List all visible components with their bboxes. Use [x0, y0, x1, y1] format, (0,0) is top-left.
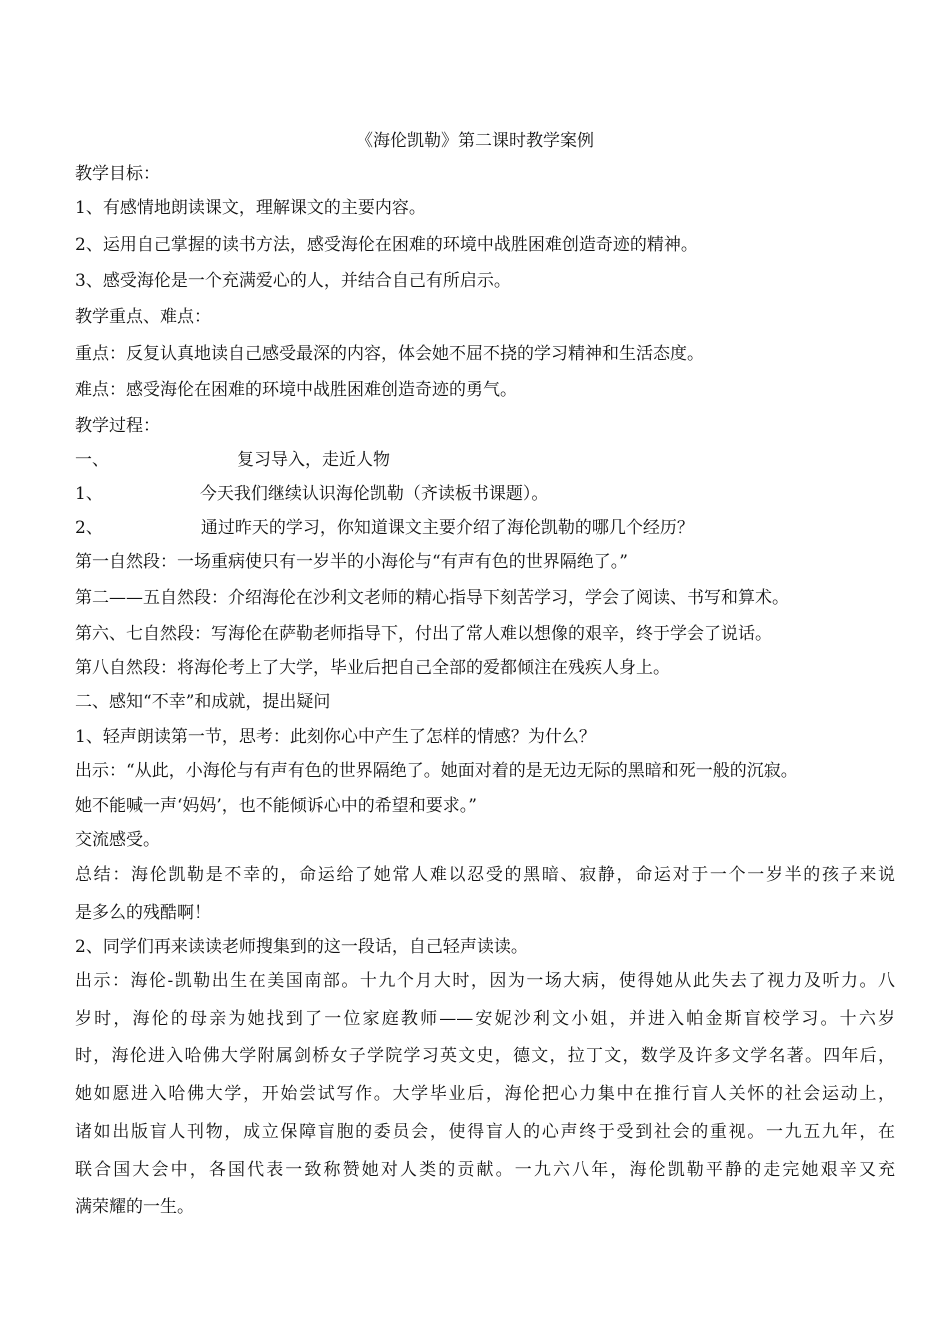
- document-title: 《海伦凯勒》第二课时教学案例: [356, 131, 594, 151]
- difficult-point: 难点：感受海伦在困难的环境中战胜困难创造奇迹的勇气。: [75, 380, 517, 400]
- paragraph-summary-2: 第二——五自然段：介绍海伦在沙利文老师的精心指导下刻苦学习，学会了阅读、书写和算术。: [75, 588, 789, 608]
- bio-line-2: 岁时，海伦的母亲为她找到了一位家庭教师——安妮沙利文小姐，并进入帕金斯盲校学习。十六岁: [75, 1009, 895, 1029]
- section-2-item-2: 2、同学们再来读读老师搜集到的这一段话，自己轻声读读。: [75, 937, 528, 957]
- bio-line-1: 出示：海伦-凯勒出生在美国南部。十九个月大时，因为一场大病，使得她从此失去了视力及听力。八: [75, 971, 895, 991]
- item-1-text: 今天我们继续认识海伦凯勒（齐读板书课题）。: [199, 484, 549, 504]
- bio-line-3: 时，海伦进入哈佛大学附属剑桥女子学院学习英文史，德文，拉丁文，数学及许多文学名著。四年后，: [75, 1046, 895, 1066]
- quote-line-2: 她不能喊一声‘妈妈’，也不能倾诉心中的希望和要求。”: [75, 796, 477, 816]
- summary-line-2: 是多么的残酷啊！: [75, 903, 211, 923]
- step-1-number: 一、: [75, 450, 109, 470]
- summary-line-1: 总结：海伦凯勒是不幸的，命运给了她常人难以忍受的黑暗、寂静，命运对于一个一岁半的孩子来说: [75, 865, 895, 885]
- item-2: [75, 517, 895, 539]
- step-1-text: 复习导入，走近人物: [237, 450, 390, 470]
- bio-line-4: 她如愿进入哈佛大学，开始尝试写作。大学毕业后，海伦把心力集中在推行盲人关怀的社会运动上，: [75, 1084, 895, 1104]
- paragraph-summary-3: 第六、七自然段：写海伦在萨勒老师指导下，付出了常人难以想像的艰辛，终于学会了说话。: [75, 624, 772, 644]
- bio-line-6: 联合国大会中，各国代表一致称赞她对人类的贡献。一九六八年，海伦凯勒平静的走完她艰辛又充: [75, 1160, 895, 1180]
- item-1-number: 1、: [75, 484, 103, 504]
- objective-3: 3、感受海伦是一个充满爱心的人，并结合自己有所启示。: [75, 271, 511, 291]
- bio-line-7: 满荣耀的一生。: [75, 1197, 194, 1217]
- quote-line-1: 出示：“从此，小海伦与有声有色的世界隔绝了。她面对着的是无边无际的黑暗和死一般的沉寂。: [75, 761, 798, 781]
- key-point: 重点：反复认真地读自己感受最深的内容，体会她不屈不挠的学习精神和生活态度。: [75, 344, 704, 364]
- section-2-heading: 二、感知“不幸”和成就，提出疑问: [75, 692, 331, 712]
- bio-line-5: 诸如出版盲人刊物，成立保障盲胞的委员会，使得盲人的心声终于受到社会的重视。一九五九年，在: [75, 1122, 895, 1142]
- item-1: [75, 483, 895, 505]
- heading-process: 教学过程：: [75, 416, 160, 436]
- exchange-feelings: 交流感受。: [75, 830, 160, 850]
- paragraph-summary-1: 第一自然段：一场重病使只有一岁半的小海伦与“有声有色的世界隔绝了。”: [75, 552, 628, 572]
- item-2-text: 通过昨天的学习，你知道课文主要介绍了海伦凯勒的哪几个经历？: [200, 518, 694, 538]
- heading-objectives: 教学目标：: [75, 164, 160, 184]
- heading-key-points: 教学重点、难点：: [75, 307, 211, 327]
- paragraph-summary-4: 第八自然段：将海伦考上了大学，毕业后把自己全部的爱都倾注在残疾人身上。: [75, 658, 670, 678]
- section-2-item-1: 1、轻声朗读第一节，思考：此刻你心中产生了怎样的情感？为什么？: [75, 727, 596, 747]
- objective-2: 2、运用自己掌握的读书方法，感受海伦在困难的环境中战胜困难创造奇迹的精神。: [75, 235, 698, 255]
- step-1: [75, 449, 895, 471]
- item-2-number: 2、: [75, 518, 103, 538]
- objective-1: 1、有感情地朗读课文，理解课文的主要内容。: [75, 198, 426, 218]
